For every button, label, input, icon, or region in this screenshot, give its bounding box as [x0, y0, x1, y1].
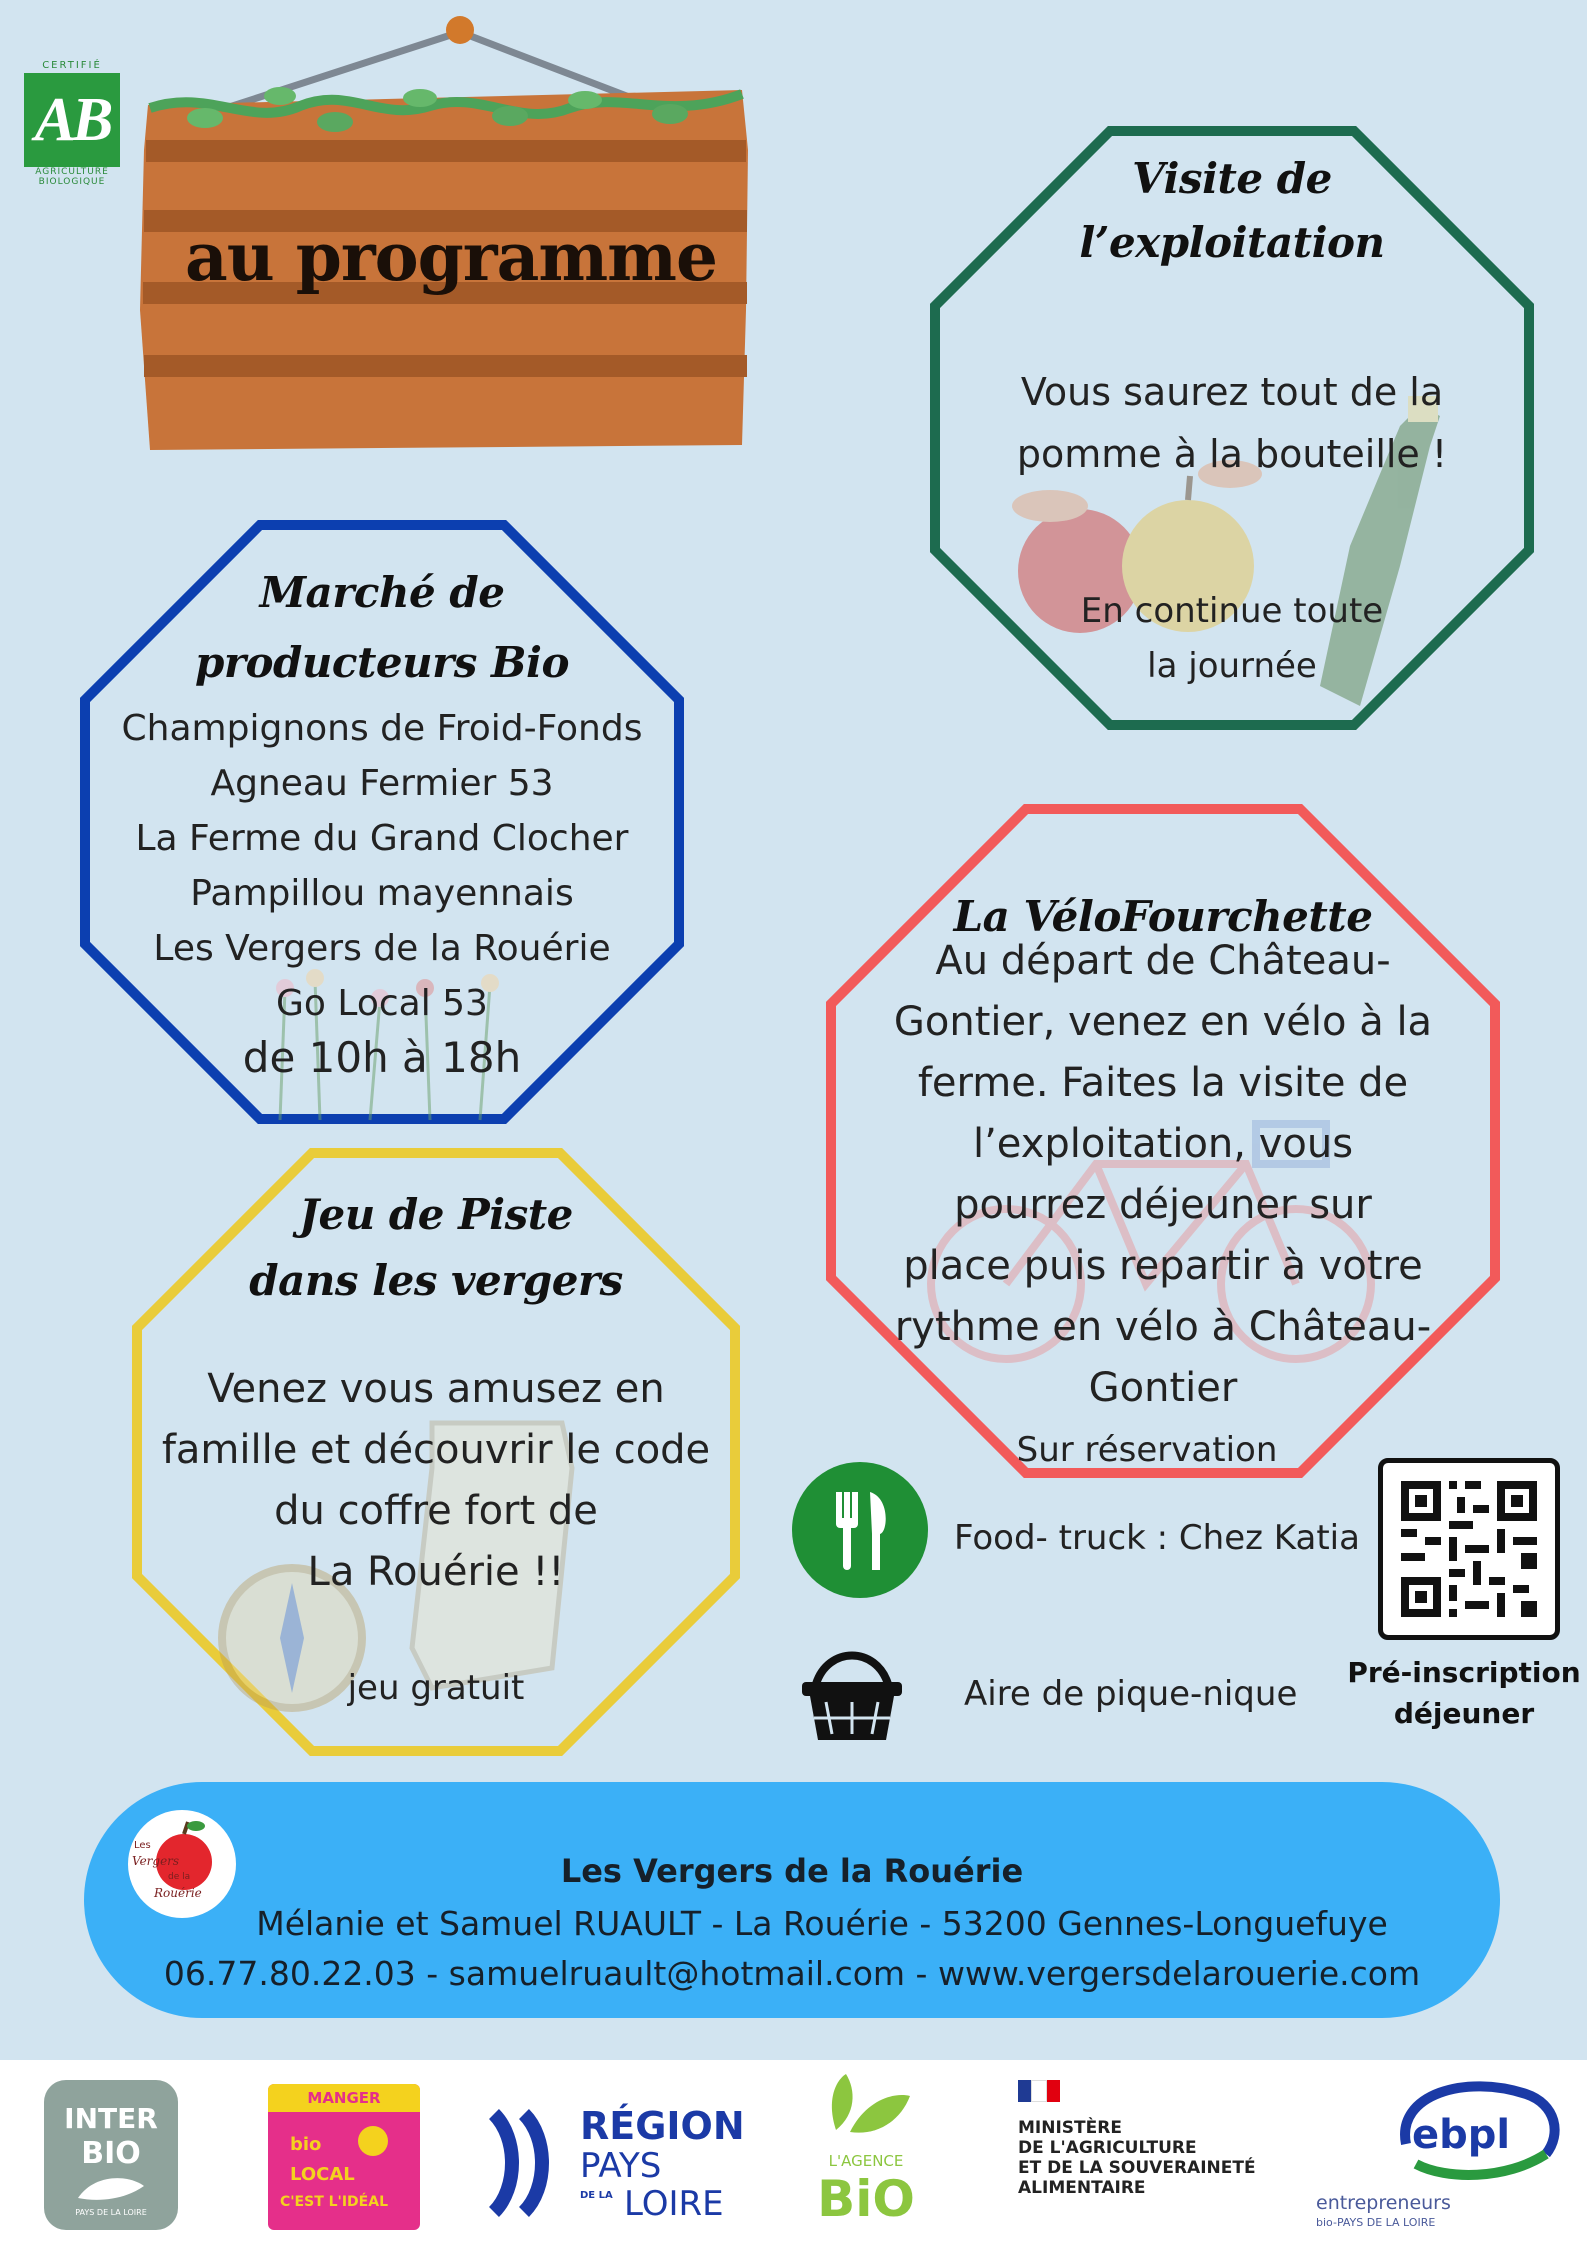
- picnic-basket-icon: [798, 1636, 906, 1746]
- jeu-panel: [132, 1148, 740, 1756]
- velo-note: Sur réservation: [1016, 1430, 1278, 1470]
- vergers-logo-text-2: Vergers: [132, 1854, 180, 1868]
- region-logo-text-3: DE LA: [580, 2190, 613, 2201]
- marche-hours: de 10h à 18h: [242, 1033, 522, 1082]
- visite-note-line-1: En continue toute: [1080, 591, 1384, 631]
- interbio-logo-subtext: PAYS DE LA LOIRE: [75, 2208, 147, 2217]
- certification-bottom-label-1: AGRICULTURE: [35, 167, 109, 177]
- ministere-text-1: MINISTÈRE: [1018, 2118, 1122, 2138]
- jeu-title-line-2: dans les vergers: [249, 1256, 623, 1305]
- qr-label-line-1: Pré-inscription: [1347, 1656, 1581, 1689]
- agence-bio-logo: [806, 2070, 926, 2236]
- agence-bio-text-2: BiO: [817, 2170, 915, 2228]
- marche-producer-5: Les Vergers de la Rouérie: [153, 928, 611, 969]
- jeu-body-line-4: La Rouérie !!: [307, 1549, 565, 1595]
- region-logo-text-1: RÉGION: [580, 2104, 745, 2148]
- contact-banner: [84, 1782, 1500, 2018]
- manger-logo-text-2: LOCAL: [290, 2164, 355, 2185]
- manger-logo-text-3: C'EST L'IDÉAL: [280, 2194, 388, 2210]
- velo-body-line-1: Au départ de Château-: [935, 938, 1391, 984]
- vergers-logo-text-1: Les: [134, 1840, 151, 1851]
- jeu-body-line-3: du coffre fort de: [274, 1488, 598, 1534]
- contact-farm-name: Les Vergers de la Rouérie: [560, 1852, 1024, 1890]
- visite-body-line-2: pomme à la bouteille !: [1016, 432, 1448, 476]
- food-truck-label: Food- truck : Chez Katia: [954, 1518, 1360, 1558]
- velo-title: La VéloFourchette: [953, 892, 1373, 941]
- marche-producer-6: Go Local 53: [276, 983, 488, 1024]
- agence-bio-text-1: L'AGENCE: [828, 2152, 904, 2170]
- ministere-text-3: ET DE LA SOUVERAINETÉ: [1018, 2158, 1256, 2178]
- visite-body-line-1: Vous saurez tout de la: [1020, 370, 1444, 414]
- ministere-agriculture-logo: [1016, 2074, 1316, 2234]
- entrepreneurs-bio-logo: [1316, 2074, 1576, 2240]
- interbio-logo-text-2: BIO: [81, 2136, 141, 2171]
- ministere-text-4: ALIMENTAIRE: [1018, 2178, 1146, 2198]
- vergers-logo-text-4: Rouérie: [154, 1886, 202, 1900]
- jeu-body-line-2: famille et découvrir le code: [161, 1427, 711, 1473]
- picnic-label: Aire de pique-nique: [964, 1674, 1298, 1714]
- marche-panel: [80, 520, 684, 1124]
- marche-producer-4: Pampillou mayennais: [190, 873, 574, 914]
- ebpl-logo-text: ebpl: [1412, 2112, 1511, 2158]
- qr-code-icon: [1383, 1463, 1555, 1635]
- agence-bio-leaf-icon: [816, 2070, 916, 2140]
- region-pays-de-la-loire-logo: [484, 2104, 744, 2224]
- contact-address: Mélanie et Samuel RUAULT - La Rouérie - 53200 Gennes-Longuefuye: [256, 1904, 1388, 1943]
- interbio-logo: [44, 2080, 178, 2230]
- marche-title-line-1: Marché de: [259, 568, 505, 617]
- ab-logo-box: [24, 73, 120, 167]
- velo-body-line-7: rythme en vélo à Château-: [894, 1304, 1432, 1350]
- region-logo-text-2: PAYS: [580, 2146, 662, 2186]
- marche-producer-1: Champignons de Froid-Fonds: [121, 708, 643, 749]
- ministere-text-2: DE L'AGRICULTURE: [1018, 2138, 1197, 2158]
- visite-note-line-2: la journée: [1147, 646, 1317, 686]
- jeu-title-line-1: Jeu de Piste: [299, 1190, 573, 1239]
- ebpl-text-2: bio-PAYS DE LA LOIRE: [1316, 2216, 1436, 2229]
- contact-details: 06.77.80.22.03 - samuelruault@hotmail.com - www.vergersdelarouerie.com: [163, 1954, 1421, 1993]
- certification-top-label: CERTIFIÉ: [42, 60, 102, 71]
- ebpl-text-1: entrepreneurs: [1316, 2192, 1451, 2214]
- food-truck-icon: [792, 1462, 928, 1598]
- vergers-logo-text-3: de la: [168, 1872, 191, 1882]
- wooden-sign: [130, 10, 760, 460]
- visite-title-line-2: l’exploitation: [1079, 218, 1385, 267]
- interbio-logo-text-1: INTER: [64, 2102, 158, 2135]
- manger-logo-text-1: bio: [290, 2134, 322, 2155]
- sign-title: au programme: [184, 218, 718, 296]
- visite-title-line-1: Visite de: [1132, 154, 1332, 203]
- manger-logo-text-top: MANGER: [307, 2089, 381, 2107]
- preinscription-qr-code[interactable]: [1378, 1458, 1560, 1640]
- interbio-leaf-icon: [74, 2172, 148, 2202]
- marche-producer-2: Agneau Fermier 53: [210, 763, 554, 804]
- velo-body-line-4: l’exploitation, vous: [972, 1121, 1354, 1167]
- region-logo-text-4: LOIRE: [624, 2184, 724, 2224]
- marche-title-line-2: producteurs Bio: [194, 638, 569, 687]
- partner-logos-bar: [0, 2060, 1587, 2245]
- jeu-note: jeu gratuit: [347, 1668, 525, 1708]
- qr-label-line-2: déjeuner: [1393, 1697, 1535, 1730]
- manger-bio-local-logo: [268, 2084, 420, 2230]
- velo-body-line-5: pourrez déjeuner sur: [954, 1182, 1372, 1228]
- french-flag-icon: [1018, 2080, 1060, 2102]
- velo-body-line-3: ferme. Faites la visite de: [917, 1060, 1409, 1106]
- marche-producer-3: La Ferme du Grand Clocher: [135, 818, 629, 859]
- velo-body-line-6: place puis repartir à votre: [903, 1243, 1423, 1289]
- velo-body-line-2: Gontier, venez en vélo à la: [893, 999, 1433, 1045]
- jeu-body-line-1: Venez vous amusez en: [207, 1366, 665, 1412]
- velo-body-line-8: Gontier: [1088, 1365, 1238, 1411]
- region-brackets-icon: [484, 2108, 558, 2218]
- visite-panel: [930, 126, 1534, 730]
- ab-certification-logo: [24, 60, 120, 190]
- velo-panel: [826, 804, 1500, 1478]
- ab-logo-text: AB: [34, 85, 110, 154]
- manger-sun-icon: [358, 2126, 388, 2156]
- certification-bottom-label-2: BIOLOGIQUE: [38, 177, 106, 187]
